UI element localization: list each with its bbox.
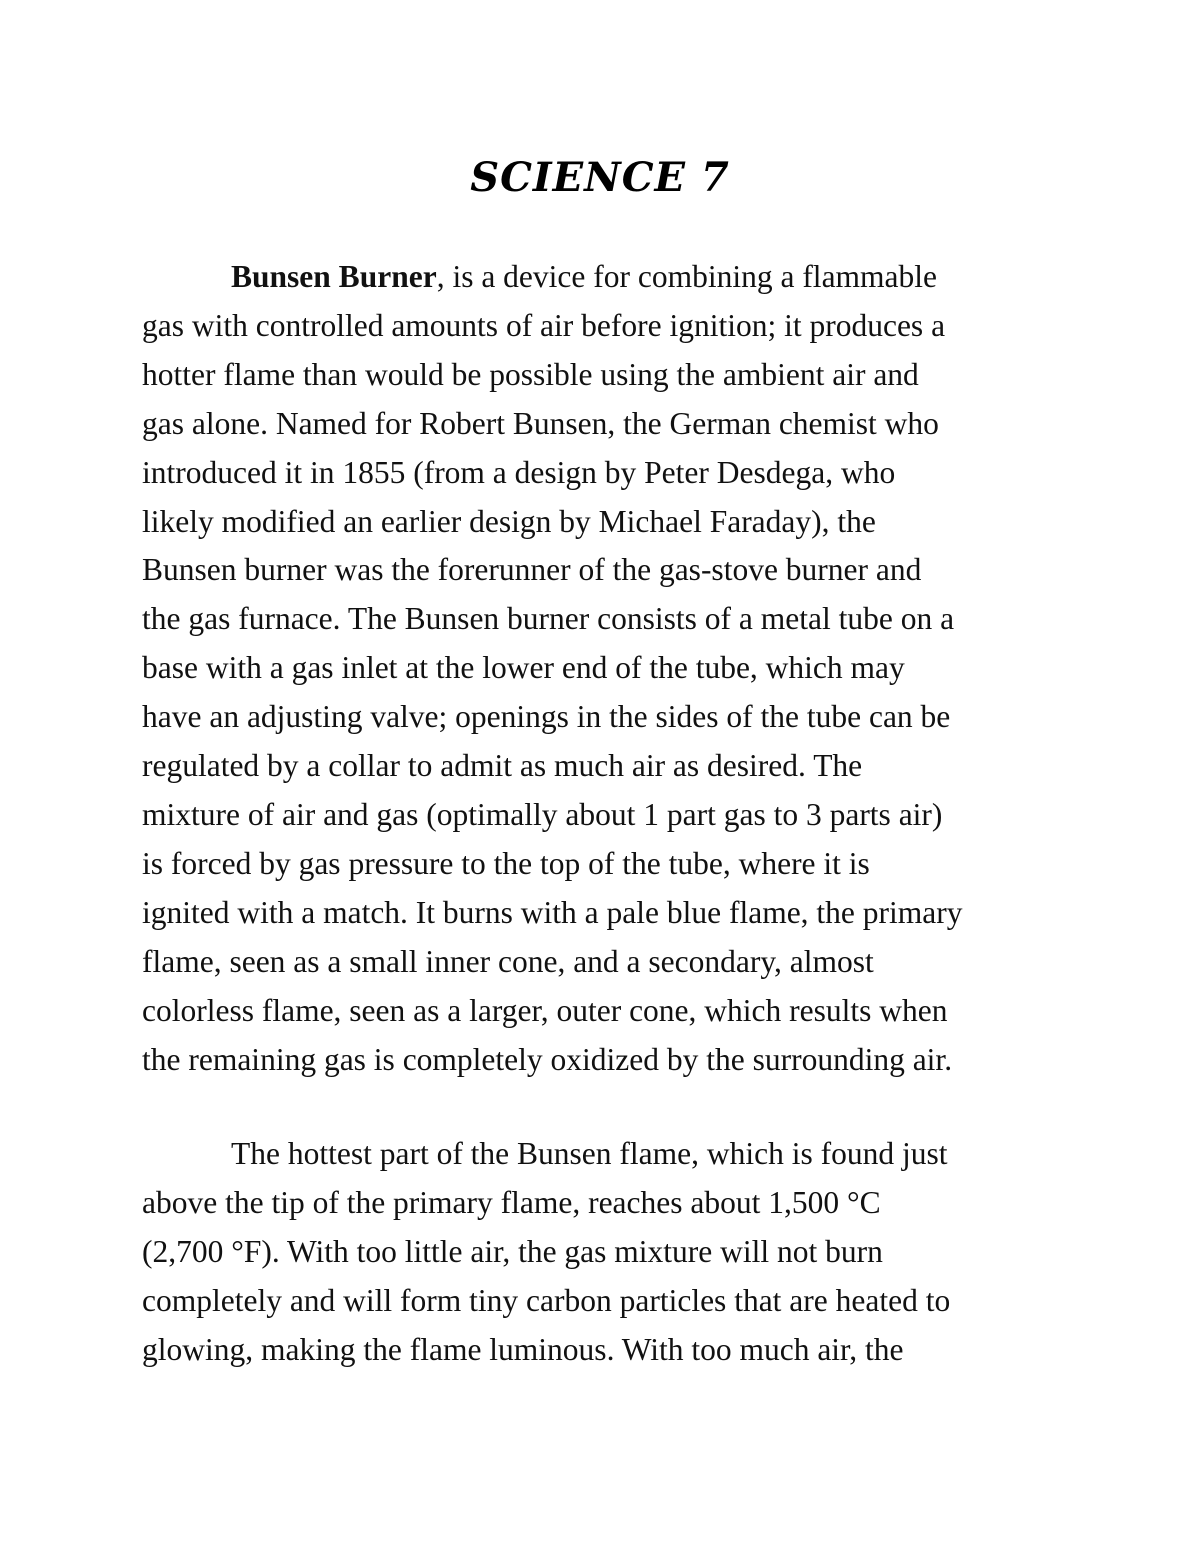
paragraph-line: mixture of air and gas (optimally about 1 part gas to 3 parts air) bbox=[142, 796, 943, 832]
lead-text: , is a device for combining a flammable bbox=[436, 259, 938, 294]
paragraph-line: flame, seen as a small inner cone, and a secondary, almost bbox=[142, 943, 874, 979]
paragraph-line: the gas furnace. The Bunsen burner consists of a metal tube on a bbox=[142, 601, 955, 637]
term-bunsen-burner: Bunsen Burner bbox=[231, 259, 437, 294]
paragraph-line: The hottest part of the Bunsen flame, which is found just bbox=[231, 1136, 948, 1171]
paragraph-line: likely modified an earlier design by Michael Faraday), the bbox=[142, 503, 876, 539]
paragraph-line: introduced it in 1855 (from a design by Peter Desdega, who bbox=[142, 454, 896, 490]
paragraph-line: gas with controlled amounts of air before ignition; it produces a bbox=[142, 307, 946, 343]
paragraph-hottest-part bbox=[142, 1130, 1072, 1375]
paragraph-line: ignited with a match. It burns with a pale blue flame, the primary bbox=[142, 894, 963, 930]
paragraph-line: regulated by a collar to admit as much air as desired. The bbox=[142, 748, 863, 784]
paragraph-line: hotter flame than would be possible using the ambient air and bbox=[142, 356, 919, 392]
paragraph-line: have an adjusting valve; openings in the sides of the tube can be bbox=[142, 699, 951, 735]
paragraph-bunsen-burner bbox=[142, 253, 1072, 1084]
paragraph-line: gas alone. Named for Robert Bunsen, the German chemist who bbox=[142, 405, 939, 441]
paragraph-line: completely and will form tiny carbon particles that are heated to bbox=[142, 1282, 951, 1318]
paragraph-line: colorless flame, seen as a larger, outer cone, which results when bbox=[142, 992, 948, 1028]
paragraph-line: above the tip of the primary flame, reaches about 1,500 °C bbox=[142, 1184, 881, 1220]
paragraph-line: base with a gas inlet at the lower end of the tube, which may bbox=[142, 650, 905, 686]
paragraph-line: glowing, making the flame luminous. With too much air, the bbox=[142, 1331, 904, 1367]
page-title: SCIENCE 7 bbox=[470, 154, 730, 201]
paragraph-line bbox=[142, 253, 1072, 302]
paragraph-line: is forced by gas pressure to the top of the tube, where it is bbox=[142, 845, 870, 881]
paragraph-line: (2,700 °F). With too little air, the gas mixture will not burn bbox=[142, 1233, 883, 1269]
paragraph-line: the remaining gas is completely oxidized by the surrounding air. bbox=[142, 1041, 953, 1077]
paragraph-line: Bunsen burner was the forerunner of the gas-stove burner and bbox=[142, 552, 922, 588]
